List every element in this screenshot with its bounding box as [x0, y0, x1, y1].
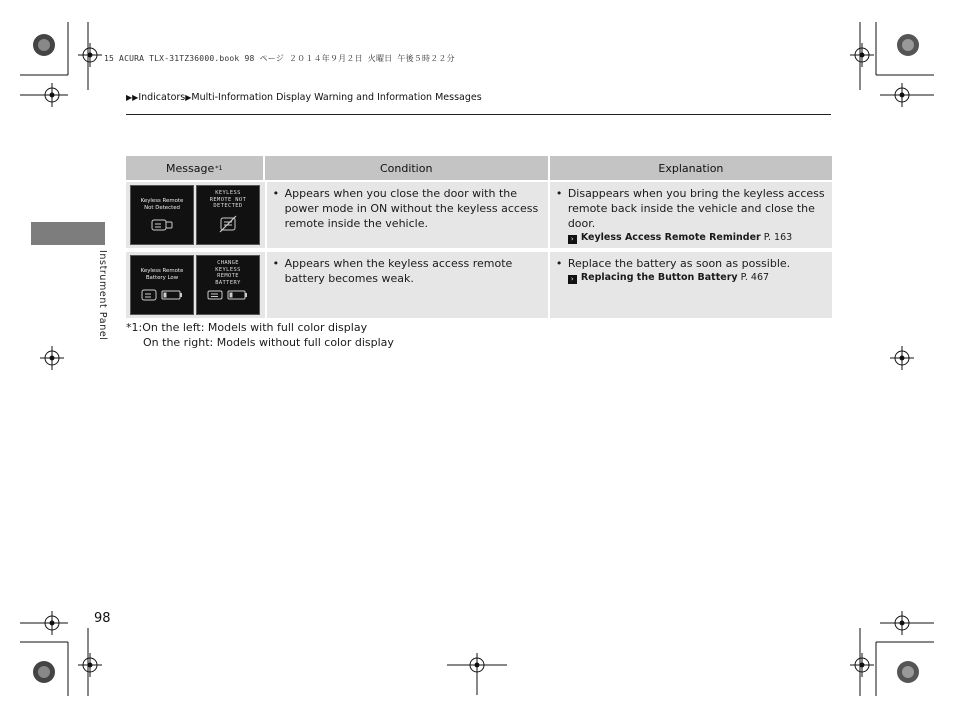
color-display-image: Keyless Remote Battery Low: [130, 255, 194, 315]
explanation-cell: • Disappears when you bring the keyless access remote back inside the vehicle and close the door. › Keyless Access Remote Reminder P. 163: [548, 182, 832, 248]
breadcrumb-page: Multi-Information Display Warning and Information Messages: [191, 92, 482, 103]
table-row: [126, 252, 832, 318]
breadcrumb: [126, 92, 482, 103]
bullet-icon: •: [555, 187, 563, 200]
breadcrumb-section: Indicators: [138, 92, 186, 103]
mono-display-image: KEYLESS REMOTE NOT DETECTED: [196, 185, 260, 245]
messages-table: [126, 156, 832, 318]
footnote-line-2: On the right: Models without full color display: [143, 335, 394, 349]
mono-display-image: CHANGE KEYLESS REMOTE BATTERY: [196, 255, 260, 315]
bullet-icon: •: [272, 187, 280, 200]
condition-cell: • Appears when you close the door with the power mode in ON without the keyless access remote inside the vehicle.: [265, 182, 548, 248]
header-condition: Condition: [263, 156, 548, 180]
message-cell: [126, 182, 263, 248]
header-message-note: *1: [215, 164, 223, 172]
reference-page: P. 467: [740, 272, 770, 283]
header-message: Message *1: [166, 161, 223, 175]
header-rule: [126, 114, 831, 115]
explanation-cell: • Replace the battery as soon as possible. › Replacing the Button Battery P. 467: [548, 252, 832, 318]
color-display-image: Keyless Remote Not Detected: [130, 185, 194, 245]
remote-battery-low-icon: [140, 288, 184, 302]
cross-reference[interactable]: [568, 231, 828, 245]
remote-crossed-icon: [217, 213, 239, 235]
breadcrumb-arrows-icon: ▶▶: [126, 93, 139, 102]
bullet-icon: •: [272, 257, 280, 270]
reference-title[interactable]: Keyless Access Remote Reminder: [580, 232, 761, 243]
condition-cell: • Appears when the keyless access remote battery becomes weak.: [265, 252, 548, 318]
header-explanation: Explanation: [548, 156, 832, 180]
footnote-line-1: *1:On the left: Models with full color display: [126, 321, 368, 334]
cross-reference[interactable]: [568, 271, 828, 285]
footnote: [126, 321, 394, 350]
chapter-label: Instrument Panel: [97, 250, 108, 341]
breadcrumb-separator-icon: ▶: [185, 93, 192, 102]
bullet-icon: •: [555, 257, 563, 270]
table-row: [126, 182, 832, 248]
remote-not-detected-icon: [150, 218, 174, 232]
page-number: 98: [94, 611, 111, 626]
chapter-tab: [31, 222, 105, 245]
table-header: [126, 156, 832, 180]
reference-arrow-icon: ›: [568, 275, 577, 284]
battery-low-icon: [206, 289, 250, 301]
reference-title[interactable]: Replacing the Button Battery: [580, 272, 738, 283]
reference-page: P. 163: [763, 232, 793, 243]
print-header: 15 ACURA TLX-31TZ36000.book 98 ページ ２０１４年９月２日 火曜日 午後５時２２分: [104, 54, 455, 63]
reference-arrow-icon: ›: [568, 235, 577, 244]
message-cell: [126, 252, 263, 318]
